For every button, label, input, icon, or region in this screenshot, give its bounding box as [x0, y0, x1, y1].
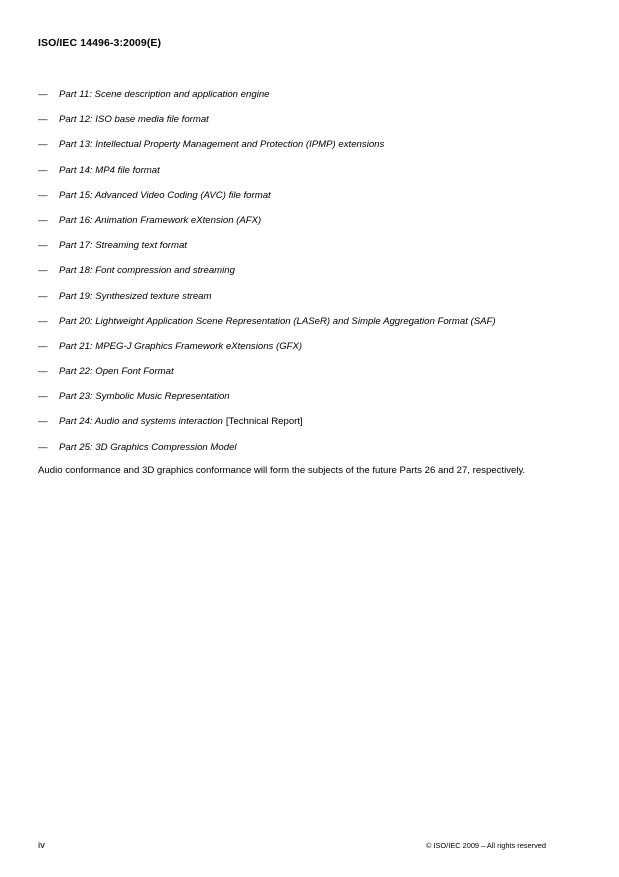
part-title: Part 12: ISO base media file format [59, 114, 209, 126]
part-title: Part 23: Symbolic Music Representation [59, 391, 230, 403]
part-title: Part 21: MPEG-J Graphics Framework eXtensions (GFX) [59, 340, 303, 352]
list-item [38, 164, 558, 189]
part-title: Part 24: Audio and systems interaction [59, 416, 223, 428]
list-item [38, 390, 558, 415]
list-item [38, 214, 558, 239]
list-item [38, 88, 558, 113]
list-dash: — [38, 139, 48, 151]
list-item [38, 264, 558, 289]
list-dash: — [38, 340, 48, 352]
page-header: ISO/IEC 14496-3:2009(E) [38, 37, 162, 49]
part-title: Part 16: Animation Framework eXtension (AFX) [59, 214, 262, 226]
page-footer [38, 840, 546, 854]
list-dash: — [38, 189, 48, 201]
page-number: iv [38, 840, 45, 851]
part-title: Part 20: Lightweight Application Scene Representation (LASeR) and Simple Aggregation Format (SAF) [59, 315, 496, 327]
list-item [38, 365, 558, 390]
part-title: Part 18: Font compression and streaming [59, 265, 235, 277]
part-title: Part 11: Scene description and application engine [59, 89, 270, 100]
part-title: Part 14: MP4 file format [59, 164, 160, 176]
part-title: Part 25: 3D Graphics Compression Model [59, 441, 237, 453]
part-title: Part 13: Intellectual Property Management and Protection (IPMP) extensions [59, 139, 385, 151]
list-dash: — [38, 391, 48, 403]
list-dash: — [38, 290, 48, 302]
part-suffix: [Technical Report] [225, 416, 303, 428]
part-title: Part 15: Advanced Video Coding (AVC) file format [59, 189, 271, 201]
list-item [38, 415, 558, 440]
list-item [38, 189, 558, 214]
list-item [38, 441, 558, 466]
list-item [38, 138, 558, 163]
parts-list [38, 88, 558, 466]
list-item [38, 239, 558, 264]
list-dash: — [38, 89, 48, 100]
part-title: Part 19: Synthesized texture stream [59, 290, 212, 302]
list-dash: — [38, 240, 48, 252]
list-dash: — [38, 164, 48, 176]
list-dash: — [38, 315, 48, 327]
list-dash: — [38, 114, 48, 126]
closing-paragraph: Audio conformance and 3D graphics conformance will form the subjects of the future Parts 26 and 27, respectively. [38, 465, 526, 476]
list-item [38, 113, 558, 138]
list-dash: — [38, 214, 48, 226]
list-item [38, 340, 558, 365]
part-title: Part 17: Streaming text format [59, 240, 187, 252]
list-item [38, 315, 558, 340]
list-dash: — [38, 441, 48, 453]
list-dash: — [38, 265, 48, 277]
list-item [38, 290, 558, 315]
list-dash: — [38, 366, 48, 378]
list-dash: — [38, 416, 48, 428]
part-title: Part 22: Open Font Format [59, 366, 174, 378]
copyright-notice: © ISO/IEC 2009 – All rights reserved [425, 841, 546, 850]
